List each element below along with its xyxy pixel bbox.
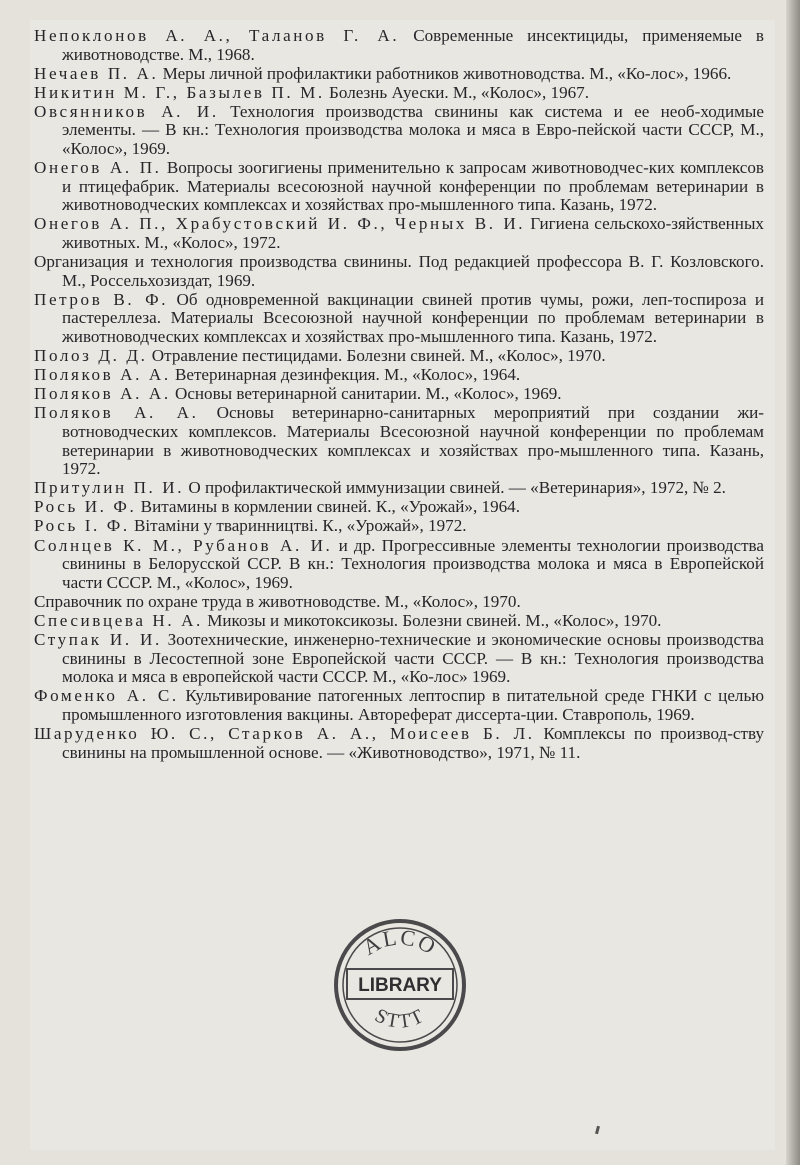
reference-author: Никитин М. Г., Базылев П. М. bbox=[34, 82, 325, 102]
reference-entry bbox=[34, 385, 764, 404]
reference-text: Основы ветеринарно-санитарных мероприятий при создании жи-вотноводческих комплексов. Материалы Всесоюзной научной конференции по проблемам ветеринарии в животноводческих комплексах и хозяйствах про-мышленного типа. Казань, 1972. bbox=[62, 403, 764, 479]
reference-author: Ступак И. И. bbox=[34, 630, 162, 649]
reference-entry bbox=[34, 687, 764, 724]
book-spine-shadow bbox=[786, 0, 800, 1165]
reference-entry bbox=[34, 537, 764, 593]
reference-entry bbox=[34, 347, 764, 366]
reference-author: Шаруденко Ю. С., Старков А. А., Моисеев Б. Л. bbox=[34, 723, 535, 743]
reference-author: Фоменко А. С. bbox=[34, 686, 179, 706]
reference-author: Солнцев К. М., Рубанов А. И. bbox=[34, 535, 333, 555]
reference-author: Спесивцева Н. А. bbox=[34, 610, 203, 630]
reference-entry bbox=[34, 27, 764, 64]
reference-text: Комплексы по производ-ству свинины на промышленной основе. — «Животноводство», 1971, № 11. bbox=[62, 723, 764, 762]
reference-text: Основы ветеринарной санитарии. М., «Колос», 1969. bbox=[170, 384, 562, 404]
stamp-top-text: ALCO bbox=[358, 924, 442, 960]
reference-author: Притулин П. И. bbox=[34, 478, 185, 498]
reference-entry bbox=[34, 159, 764, 215]
reference-text: Культивирование патогенных лептоспир в питательной среде ГНКИ с целью промышленного изготовления вакцины. Автореферат диссерта-ции. Ставрополь, 1969. bbox=[62, 686, 765, 724]
reference-author: Поляков А. А. bbox=[34, 403, 199, 423]
reference-text: Вопросы зоогигиены применительно к запросам животноводчес-ких комплексов и птицефабрик. Материалы всесоюзной научной конференции по проблемам ветеринарии в животноводческих комплексах и хозяйствах про-мышленного типа. Казань, 1972. bbox=[62, 158, 764, 215]
reference-text: Современные инсектициды, применяемые в животноводстве. М., 1968. bbox=[62, 26, 765, 64]
reference-text: Справочник по охране труда в животноводстве. М., «Колос», 1970. bbox=[34, 591, 521, 611]
reference-entry bbox=[34, 215, 764, 252]
reference-text: Болезнь Ауески. М., «Колос», 1967. bbox=[324, 82, 589, 102]
reference-author: Непоклонов А. А., Таланов Г. А. bbox=[34, 26, 400, 45]
reference-text: Гигиена сельскохо-зяйственных животных. М., «Колос», 1972. bbox=[62, 214, 764, 253]
reference-text: Технология производства свинины как система и ее необ-ходимые элементы. — В кн.: Технология производства молока и мяса в Евро-пейской части СССР, М., «Колос», 1969. bbox=[62, 101, 764, 159]
reference-text: Организация и технология производства свинины. Под редакцией профессора В. Г. Козловского. М., Россельхозиздат, 1969. bbox=[34, 252, 764, 290]
reference-author: Петров В. Ф. bbox=[34, 289, 169, 309]
reference-list bbox=[34, 27, 764, 763]
reference-entry bbox=[34, 291, 764, 347]
reference-entry bbox=[34, 404, 764, 478]
reference-text: Об одновременной вакцинации свиней против чумы, рожи, леп-тоспироза и пастереллеза. Материалы Всесоюзной научной конференции по проблемам ветеринарии в животноводческих комплексах и хозяйствах про-мышленного типа. Казань, 1972. bbox=[62, 289, 765, 346]
library-stamp bbox=[325, 905, 475, 1055]
reference-entry bbox=[34, 84, 764, 103]
reference-entry bbox=[34, 65, 764, 84]
stamp-center-text: LIBRARY bbox=[358, 975, 442, 996]
stamp-bottom-text: STTT bbox=[371, 1004, 429, 1033]
reference-entry bbox=[34, 253, 764, 290]
svg-text:STTT bbox=[371, 1004, 428, 1033]
reference-entry bbox=[34, 612, 764, 631]
reference-text: и др. Прогрессивные элементы технологии производства свинины в Белорусской ССР. В кн.: Технология производства молока и мяса в Европейской части СССР. М., «Колос», 1969. bbox=[62, 535, 764, 592]
reference-author: Рось И. Ф. bbox=[34, 497, 137, 517]
reference-entry bbox=[34, 725, 764, 762]
reference-entry bbox=[34, 366, 764, 385]
reference-entry bbox=[34, 517, 764, 536]
reference-text: О профилактической иммунизации свиней. — «Ветеринария», 1972, № 2. bbox=[184, 478, 726, 498]
reference-entry bbox=[34, 593, 764, 612]
reference-author: Онегов А. П. bbox=[34, 158, 162, 178]
reference-author: Поляков А. А. bbox=[34, 384, 171, 404]
reference-entry bbox=[34, 479, 764, 498]
reference-text: Ветеринарная дезинфекция. М., «Колос», 1964. bbox=[170, 365, 521, 385]
reference-author: Полоз Д. Д. bbox=[34, 346, 148, 366]
reference-author: Нечаев П. А. bbox=[34, 63, 159, 83]
reference-entry bbox=[34, 103, 764, 159]
reference-text: Зоотехнические, инженерно-технические и экономические основы производства свинины в Лесостепной зоне Европейской части СССР. — В кн.: Технология производства молока и мяса в европейской части СССР. М., «Ко-лос» 1969. bbox=[62, 630, 764, 687]
reference-text: Витамины в кормлении свиней. К., «Урожай», 1964. bbox=[136, 497, 520, 517]
reference-entry bbox=[34, 631, 764, 687]
reference-text: Меры личной профилактики работников животноводства. М., «Ко-лос», 1966. bbox=[158, 63, 732, 83]
reference-author: Поляков А. А. bbox=[34, 365, 171, 385]
reference-text: Отравление пестицидами. Болезни свиней. М., «Колос», 1970. bbox=[147, 346, 606, 366]
reference-author: Онегов А. П., Храбустовский И. Ф., Черных В. И. bbox=[34, 214, 526, 234]
reference-text: Микозы и микотоксикозы. Болезни свиней. М., «Колос», 1970. bbox=[202, 610, 662, 630]
reference-text: Вітаміни у тваринництві. К., «Урожай», 1972. bbox=[129, 516, 467, 536]
reference-author: Рось І. Ф. bbox=[34, 516, 130, 536]
reference-entry bbox=[34, 498, 764, 517]
reference-author: Овсянников А. И. bbox=[34, 101, 219, 121]
